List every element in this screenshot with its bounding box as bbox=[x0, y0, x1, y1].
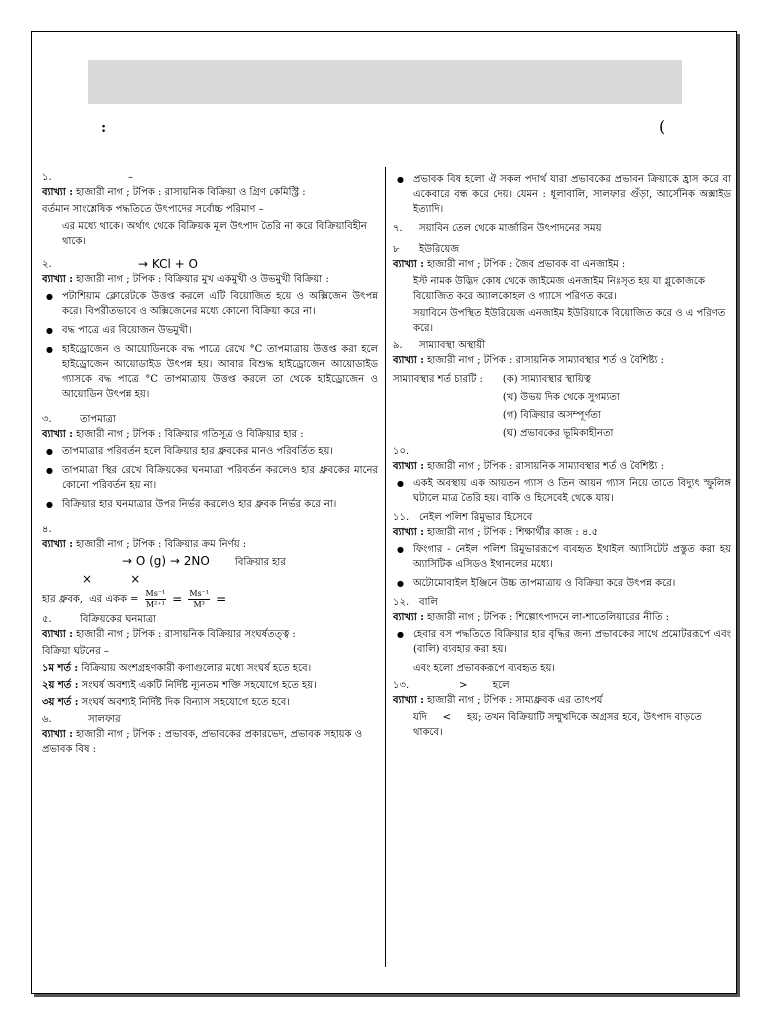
explain-topic: হাজারী নাগ ; টপিক : জৈব প্রভাবক বা এনজাইম : bbox=[427, 259, 626, 270]
question-1 bbox=[42, 170, 378, 249]
explain-label: ব্যাখ্যা : bbox=[42, 274, 73, 285]
explain-topic: হাজারী নাগ ; টপিক : রাসায়নিক বিক্রিয়ার সংঘর্ষতত্ত্ব : bbox=[76, 629, 296, 640]
question-4: ৪. ব্যাখ্যা : হাজারী নাগ ; টপিক : বিক্রিয়ার ক্রম নির্ণয় : → O (g) → 2NO বিক্রিয়ার হার × × হার ধ্রুবক, এর একক = $\frac{\text{Ms⁻¹}}{\text{M²⁺¹}}$ = $\frac{\text{Ms⁻¹}}{\text{M³}}$ = bbox=[42, 522, 378, 610]
equation: → KCl + O bbox=[138, 257, 198, 271]
question-number: ১১. bbox=[393, 512, 410, 523]
explain-topic: হাজারী নাগ ; টপিক : শিক্ষার্থীর কাজ : ৪.৫ bbox=[427, 527, 599, 538]
explain-label: ব্যাখ্যা : bbox=[393, 612, 424, 623]
equation: → O (g) → 2NO bbox=[122, 554, 210, 568]
rate-constant-label: হার ধ্রুবক, bbox=[42, 594, 84, 605]
explain-topic: হাজারী নাগ ; টপিক : বিক্রিয়ার গতিসূত্র ও বিক্রিয়ার হার : bbox=[76, 429, 304, 440]
times-signs: × × bbox=[82, 572, 141, 586]
bullet-item: ● পটাশিয়াম ক্লোরেটকে উত্তপ্ত করলে এটি বিয়োজিত হয়ে ও অক্সিজেন উৎপন্ন করে। বিপরীতভাবে ও অক্সিজেনের মধ্যে কোনো বিক্রিয়া করে না। bbox=[42, 289, 378, 319]
column-divider bbox=[385, 167, 386, 967]
condition-label: ৩য় শর্ত : bbox=[42, 697, 79, 708]
question-number: ১২. bbox=[393, 597, 410, 608]
question-title: – bbox=[128, 172, 133, 183]
question-title: > হলে bbox=[459, 680, 510, 691]
fraction-numerator: Ms⁻¹ bbox=[189, 589, 210, 598]
explain-topic: হাজারী নাগ ; টপিক : রাসায়নিক সাম্যাবস্থার শর্ত ও বৈশিষ্ট্য : bbox=[427, 355, 664, 366]
question-number: ১০. bbox=[393, 446, 410, 457]
question-title: নেইল পলিশ রিমুভার হিসেবে bbox=[419, 512, 533, 523]
fraction bbox=[188, 589, 210, 610]
explain-label: ব্যাখ্যা : bbox=[393, 259, 424, 270]
bullet-item: ● একই অবস্থায় এক আয়তন গ্যাস ও তিন আয়ন গ্যাস নিয়ে তাতে বিদ্যুৎ স্ফুলিঙ্গ ঘটালে মাত্র তৈরি হয়। বাকি ও হিসেবেই থেকে যায়। bbox=[393, 476, 731, 506]
question-title: ইউরিয়েজ bbox=[419, 244, 460, 255]
question-title: তাপমাত্রা bbox=[80, 414, 116, 425]
question-5 bbox=[42, 612, 378, 710]
question-2 bbox=[42, 257, 378, 402]
bullet-item: ● তাপমাত্রার পরিবর্তন হলে বিক্রিয়ার হার ধ্রুবকের মানও পরিবর্তিত হয়। bbox=[42, 444, 378, 459]
question-number: ১. bbox=[42, 172, 52, 183]
header-colon: : bbox=[101, 120, 107, 136]
header-paren: ( bbox=[659, 117, 666, 136]
paragraph: বিক্রিয়া ঘটনের – bbox=[42, 646, 109, 657]
condition-text: বিক্রিয়ায় অংশগ্রহণকারী কণাগুলোর মধ্যে সংঘর্ষ হতে হবে। bbox=[81, 663, 312, 674]
question-title: বিক্রিয়কের ঘনমাত্রা bbox=[80, 614, 157, 625]
question-number: ৭. bbox=[393, 223, 403, 234]
conditions-list bbox=[503, 372, 620, 444]
question-number: ১৩. bbox=[393, 680, 410, 691]
explain-label: ব্যাখ্যা : bbox=[42, 539, 73, 550]
explain-label: ব্যাখ্যা : bbox=[393, 461, 424, 472]
title-bar bbox=[88, 60, 682, 104]
question-number: ৩. bbox=[42, 414, 52, 425]
question-12 bbox=[393, 595, 731, 676]
explain-label: ব্যাখ্যা : bbox=[393, 695, 424, 706]
bullet-item: ● বদ্ধ পাত্রে এর বিয়োজন উভমুখী। bbox=[42, 323, 378, 338]
explain-topic: হাজারী নাগ ; টপিক : বিক্রিয়ার মুখ একমুখী ও উভমুখী বিক্রিয়া : bbox=[76, 274, 329, 285]
explain-label: ব্যাখ্যা : bbox=[393, 527, 424, 538]
condition-label: ২য় শর্ত : bbox=[42, 680, 79, 691]
question-number: ৪. bbox=[42, 524, 52, 535]
bullet-item: ● হেবার বস পদ্ধতিতে বিক্রিয়ার হার বৃদ্ধির জন্য প্রভাবকের সাথে প্রমোটররূপে এবং (বালি) ব্যবহার করা হয়। bbox=[393, 627, 731, 657]
condition-label: ১ম শর্ত : bbox=[42, 663, 79, 674]
fraction-numerator: Ms⁻¹ bbox=[145, 589, 166, 598]
question-title: সয়াবিন তেল থেকে মার্জারিন উৎপাদনের সময় bbox=[419, 223, 602, 234]
paragraph: এর মধ্যে থাকে। অর্থাৎ থেকে বিক্রিয়ক মূল উৎপাদ তৈরি না করে বিক্রিয়াবিহীন থাকে। bbox=[62, 221, 367, 247]
explain-label: ব্যাখ্যা : bbox=[42, 187, 73, 198]
question-number: ৯. bbox=[393, 340, 403, 351]
bullet-item: ● অটোমোবাইল ইঞ্জিনে উচ্চ তাপমাত্রায় ও বিক্রিয়া করে উৎপন্ন করে। bbox=[393, 576, 731, 591]
page-shadow-bottom bbox=[34, 994, 740, 997]
paragraph: ইস্ট নামক উদ্ভিদ কোষ থেকে জাইমেজ এনজাইম নিঃসৃত হয় যা গ্লুকোজকে বিয়োজিত করে অ্যালকোহল ও গ্যাসে পরিণত করে। bbox=[413, 276, 705, 302]
explain-label: ব্যাখ্যা : bbox=[42, 629, 73, 640]
explain-label: ব্যাখ্যা : bbox=[393, 355, 424, 366]
explain-topic: হাজারী নাগ ; টপিক : বিক্রিয়ার ক্রম নির্ণয় : bbox=[76, 539, 247, 550]
question-8 bbox=[393, 242, 731, 336]
right-column bbox=[393, 170, 731, 742]
explain-topic: হাজারী নাগ ; টপিক : সাম্যধ্রুবক এর তাৎপর্য bbox=[427, 695, 603, 706]
question-13 bbox=[393, 678, 731, 740]
conditions-label: সাম্যাবস্থার শর্ত চারটি : bbox=[393, 374, 483, 385]
question-9 bbox=[393, 338, 731, 444]
question-number: ৬. bbox=[42, 714, 52, 725]
explain-topic: হাজারী নাগ ; টপিক : রাসায়নিক সাম্যাবস্থার শর্ত ও বৈশিষ্ট্য : bbox=[427, 461, 664, 472]
bullet-item: ● প্রভাবক বিষ হলো ঐ সকল পদার্থ যারা প্রভাবকের প্রভাবন ক্রিয়াকে হ্রাস করে বা একেবারে বন্ধ করে দেয়। যেমন : ধূলাবালি, সালফার গুঁড়া, আর্সেনিক অক্সাইড ইত্যাদি। bbox=[393, 172, 731, 217]
question-number: ৮ bbox=[393, 244, 400, 255]
explain-topic: হাজারী নাগ ; টপিক : প্রভাবক, প্রভাবকের প্রকারভেদ, প্রভাবক সহায়ক ও প্রভাবক বিষ : bbox=[42, 729, 363, 755]
fraction-denominator: M³ bbox=[193, 600, 205, 609]
bullet-item: ● ফিংগার - নেইল পলিশ রিমুভাররূপে ব্যবহৃত ইথাইল অ্যাসিটেট প্রস্তুত করা হয় অ্যাসিটিক এসিডও ইথানলের মধ্যে। bbox=[393, 542, 731, 572]
explain-label: ব্যাখ্যা : bbox=[42, 729, 73, 740]
condition-text: সংঘর্ষ অবশ্যই নির্দিষ্ট দিক বিন্যাস সহযোগে হতে হবে। bbox=[81, 697, 290, 708]
paragraph: সয়াবিনে উপস্থিত ইউরিয়েজ এনজাইম ইউরিয়াকে বিয়োজিত করে ও এ পরিণত করে। bbox=[413, 308, 726, 334]
left-column bbox=[42, 170, 378, 759]
fraction bbox=[145, 589, 167, 610]
paragraph: এবং হলো প্রভাবকরূপে ব্যবহৃত হয়। bbox=[413, 663, 556, 674]
condition-item: (ঘ) প্রভাবকের ভূমিকাহীনতা bbox=[502, 428, 614, 439]
question-number: ৫. bbox=[42, 614, 52, 625]
condition-item: (খ) উভয় দিক থেকে সুগম্যতা bbox=[502, 392, 620, 403]
condition-text: সংঘর্ষ অবশ্যই একটি নির্দিষ্ট ন্যূনতম শক্তি সহযোগে হতে হয়। bbox=[81, 680, 317, 691]
equation-tail: বিক্রিয়ার হার bbox=[235, 557, 286, 568]
question-number: ২. bbox=[42, 259, 52, 270]
unit-label: এর একক = bbox=[89, 594, 139, 605]
bullet-item: ● বিক্রিয়ার হার ঘনমাত্রার উপর নির্ভর করলেও হার ধ্রুবক নির্ভর করে না। bbox=[42, 497, 378, 512]
explain-topic: হাজারী নাগ ; টপিক : শিল্পোৎপাদনে লা-শাতেলিয়ারের নীতি : bbox=[427, 612, 669, 623]
question-title: সালফার bbox=[88, 714, 121, 725]
explain-label: ব্যাখ্যা : bbox=[42, 429, 73, 440]
question-11 bbox=[393, 510, 731, 591]
explain-topic: হাজারী নাগ ; টপিক : রাসায়নিক বিক্রিয়া ও গ্রিণ কেমিস্ট্রি : bbox=[76, 187, 306, 198]
bullet-item: ● তাপমাত্রা স্থির রেখে বিক্রিয়কের ঘনমাত্রা পরিবর্তন করলেও হার ধ্রুবকের মানের কোনো পরিবর্তন হয় না। bbox=[42, 463, 378, 493]
question-7 bbox=[393, 221, 731, 236]
condition-item: (ক) সাম্যাবস্থার স্থায়িত্ব bbox=[502, 374, 591, 385]
bullet-item: ● হাইড্রোজেন ও আয়োডিনকে বদ্ধ পাত্রে রেখে °C তাপমাত্রায় উত্তপ্ত করা হলে হাইড্রোজেন আয়োডাইড উৎপন্ন হয়। আবার বিশুদ্ধ হাইড্রোজেন আয়োডাইড গ্যাসকে বদ্ধ পাত্রে °C তাপমাত্রায় উত্তপ্ত করলে তা থেকে হাইড্রোজেন ও আয়োডিন উৎপন্ন হয়। bbox=[42, 342, 378, 402]
paragraph: বর্তমান সাংশ্লেষিক পদ্ধতিতে উৎপাদের সর্বোচ্চ পরিমাণ – bbox=[42, 204, 264, 215]
question-10 bbox=[393, 444, 731, 506]
question-6 bbox=[42, 712, 378, 757]
condition-item: (গ) বিক্রিয়ার অসম্পূর্ণতা bbox=[502, 410, 601, 421]
page-shadow-right bbox=[737, 34, 740, 997]
question-title: সাম্যাবস্থা অস্থায়ী bbox=[419, 340, 486, 351]
question-title: বালি bbox=[419, 597, 438, 608]
paragraph: যদি < হয়; তখন বিক্রিয়াটি সম্মুখদিকে অগ্রসর হবে, উৎপাদ বাড়তে থাকবে। bbox=[413, 712, 705, 738]
fraction-denominator: M²⁺¹ bbox=[145, 600, 165, 609]
question-3 bbox=[42, 412, 378, 512]
